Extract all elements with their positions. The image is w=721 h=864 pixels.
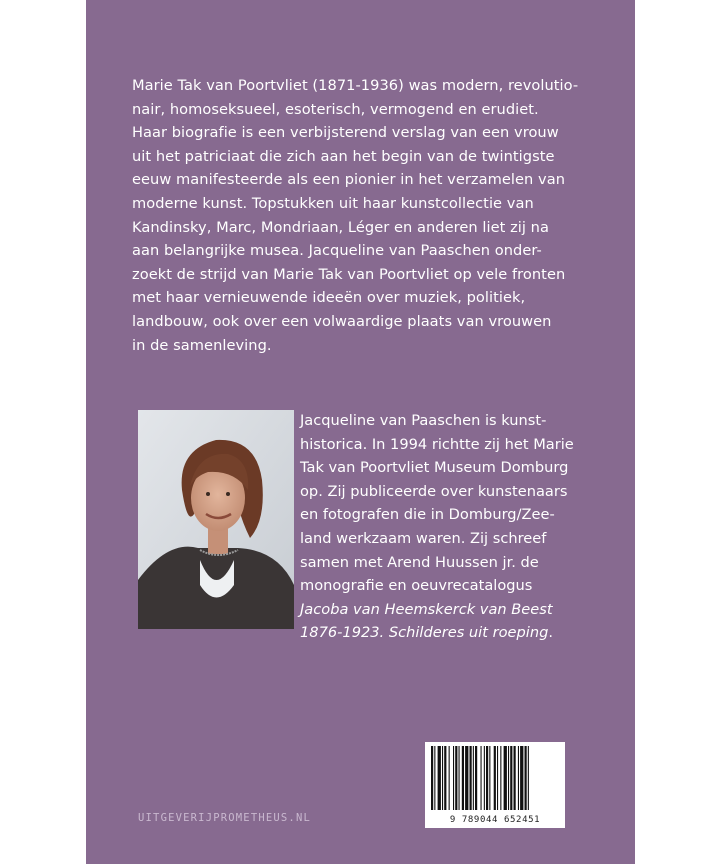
isbn-barcode <box>425 742 565 828</box>
bio-book-title-row <box>300 621 570 645</box>
barcode-bar <box>508 746 509 810</box>
barcode-bar <box>462 746 464 810</box>
bio-period: . <box>548 624 553 642</box>
publisher-url: UITGEVERIJPROMETHEUS.NL <box>138 812 311 824</box>
barcode-bar <box>473 746 474 810</box>
bio-book-title-line: 1876-1923. Schilderes uit roeping <box>300 624 549 642</box>
barcode-bar <box>431 746 433 810</box>
barcode-bar <box>484 746 485 810</box>
bio-line: Tak van Poortvliet Museum Domburg <box>300 459 569 477</box>
blurb-line: in de samenleving. <box>132 336 272 354</box>
blurb-line: aan belangrijke musea. Jacqueline van Paaschen onder- <box>132 242 542 260</box>
barcode-bar <box>520 746 523 810</box>
blurb-line: moderne kunst. Topstukken uit haar kunstcollectie van <box>132 194 534 212</box>
book-blurb <box>132 74 579 357</box>
barcode-bar <box>500 746 501 810</box>
barcode-bar <box>504 746 507 810</box>
bio-line: Jacqueline van Paaschen is kunst- <box>300 412 547 429</box>
barcode-bar <box>525 746 527 810</box>
barcode-bar <box>514 746 516 810</box>
blurb-line: met haar vernieuwende ideeën over muziek, politiek, <box>132 289 526 307</box>
blurb-line: landbouw, ook over een volwaardige plaats van vrouwen <box>132 312 552 330</box>
barcode-bar <box>442 746 443 810</box>
blurb-line: Marie Tak van Poortvliet (1871-1936) was modern, revolutio- <box>132 77 579 94</box>
blurb-line: Kandinsky, Marc, Mondriaan, Léger en anderen liet zij na <box>132 218 549 236</box>
blurb-line: eeuw manifesteerde als een pionier in het verzamelen van <box>132 171 566 189</box>
bio-line: land werkzaam waren. Zij schreef <box>300 529 547 547</box>
bio-line: monografie en oeuvrecatalogus <box>300 577 533 595</box>
barcode-bar <box>434 746 435 810</box>
blurb-line: uit het patriciaat die zich aan het begin van de twintigste <box>132 147 555 165</box>
barcode-bar <box>453 746 454 810</box>
bio-line: op. Zij publiceerde over kunstenaars <box>300 482 568 500</box>
blurb-line: Haar biografie is een verbijsterend verslag van een vrouw <box>132 124 559 142</box>
barcode-bar <box>510 746 512 810</box>
barcode-bar <box>497 746 498 810</box>
barcode-bar <box>528 746 529 810</box>
barcode-bar <box>475 746 477 810</box>
barcode-bar <box>459 746 460 810</box>
bio-book-title-line: Jacoba van Heemskerck van Beest <box>300 600 553 618</box>
barcode-bar <box>494 746 496 810</box>
author-portrait-illustration <box>138 410 294 629</box>
barcode-bar <box>455 746 457 810</box>
barcode-bar <box>489 746 490 810</box>
barcode-bar <box>486 746 488 810</box>
barcode-bar <box>438 746 441 810</box>
blurb-line: nair, homoseksueel, esoterisch, vermogend en erudiet. <box>132 100 539 118</box>
barcode-bar <box>481 746 482 810</box>
blurb-line: zoekt de strijd van Marie Tak van Poortvliet op vele fronten <box>132 265 566 283</box>
bio-line: en fotografen die in Domburg/Zee- <box>300 506 555 524</box>
barcode-bar <box>444 746 446 810</box>
author-bio <box>300 409 574 645</box>
barcode-bar <box>470 746 472 810</box>
isbn-number: 9 789044 652451 <box>449 815 541 825</box>
bio-line: historica. In 1994 richtte zij het Marie <box>300 435 574 453</box>
bio-line: samen met Arend Huussen jr. de <box>300 553 539 571</box>
barcode-bars <box>429 746 561 810</box>
author-photo <box>138 410 294 629</box>
barcode-bar <box>449 746 450 810</box>
barcode-bar <box>518 746 519 810</box>
barcode-bar <box>465 746 468 810</box>
